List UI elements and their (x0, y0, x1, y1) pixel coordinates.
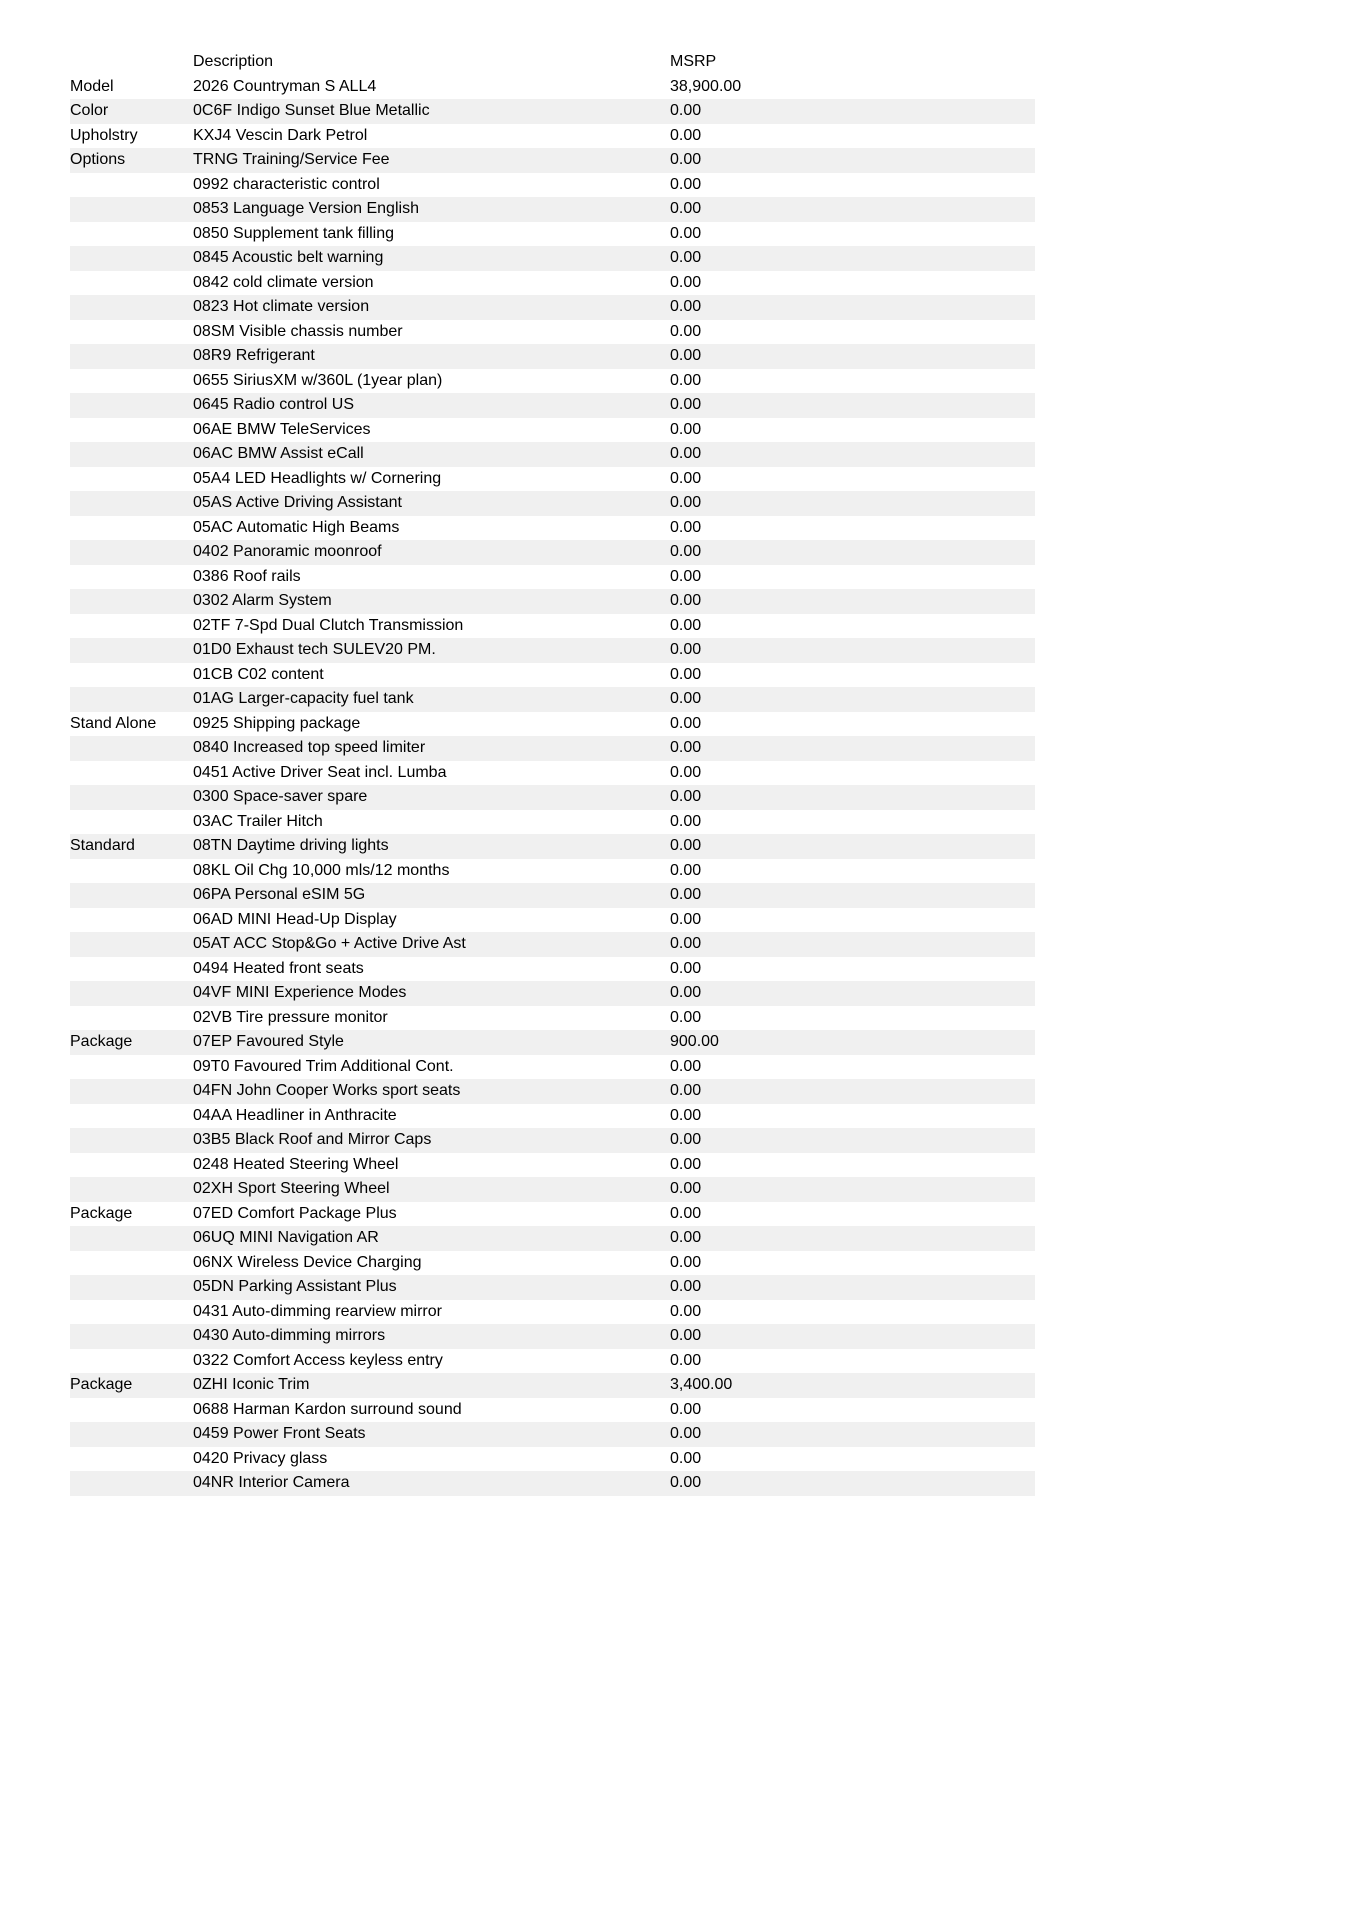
table-row (70, 1104, 1035, 1129)
cell-category (70, 222, 193, 247)
cell-filler (795, 295, 1035, 320)
table-row (70, 638, 1035, 663)
cell-msrp: 0.00 (670, 567, 702, 585)
table-row (70, 1055, 1035, 1080)
table-row (70, 418, 1035, 443)
cell-msrp: 0.00 (670, 788, 702, 805)
cell-msrp: 0.00 (670, 1155, 702, 1173)
cell-msrp: 0.00 (670, 665, 702, 683)
cell-description: 01AG Larger-capacity fuel tank (193, 690, 414, 707)
cell-msrp: 0.00 (670, 347, 702, 364)
table-row (70, 663, 1035, 688)
cell-description: 0853 Language Version English (193, 200, 419, 217)
table-row (70, 516, 1035, 541)
cell-msrp: 0.00 (670, 371, 702, 389)
cell-msrp: 0.00 (670, 518, 702, 536)
table-body (70, 75, 1035, 1496)
table-row (70, 1275, 1035, 1300)
cell-category (70, 1226, 193, 1251)
cell-msrp: 0.00 (670, 837, 702, 854)
cell-filler (795, 148, 1035, 173)
table-row (70, 1349, 1035, 1374)
cell-description: 0451 Active Driver Seat incl. Lumba (193, 763, 447, 781)
cell-filler (795, 75, 1035, 100)
cell-category (70, 1055, 193, 1080)
cell-msrp: 0.00 (670, 469, 702, 487)
cell-description: 0925 Shipping package (193, 714, 361, 732)
table-row (70, 467, 1035, 492)
table-row (70, 1128, 1035, 1153)
cell-category (70, 173, 193, 198)
cell-filler (795, 1055, 1035, 1080)
table-row (70, 295, 1035, 320)
cell-filler (795, 761, 1035, 786)
cell-category (70, 344, 193, 369)
table-row (70, 1006, 1035, 1031)
cell-category (70, 1471, 193, 1496)
cell-category: Standard (70, 837, 135, 854)
cell-msrp: 0.00 (670, 322, 702, 340)
cell-description: 02XH Sport Steering Wheel (193, 1180, 390, 1197)
cell-msrp: 0.00 (670, 273, 702, 291)
cell-category (70, 859, 193, 884)
cell-description: 0688 Harman Kardon surround sound (193, 1400, 462, 1418)
cell-category (70, 736, 193, 761)
cell-category (70, 589, 193, 614)
table-row (70, 565, 1035, 590)
cell-msrp: 0.00 (670, 298, 702, 315)
cell-category (70, 981, 193, 1006)
cell-msrp: 0.00 (670, 1057, 702, 1075)
cell-msrp: 0.00 (670, 592, 702, 609)
cell-filler (795, 99, 1035, 124)
table-row (70, 589, 1035, 614)
cell-msrp: 0.00 (670, 1278, 702, 1295)
cell-filler (795, 957, 1035, 982)
cell-description: 09T0 Favoured Trim Additional Cont. (193, 1057, 454, 1075)
cell-msrp: 0.00 (670, 1204, 702, 1222)
table-row (70, 785, 1035, 810)
cell-filler (795, 197, 1035, 222)
cell-description: 0992 characteristic control (193, 175, 380, 193)
cell-category (70, 491, 193, 516)
cell-description: 0402 Panoramic moonroof (193, 543, 382, 560)
cell-description: 02VB Tire pressure monitor (193, 1008, 388, 1026)
cell-category (70, 1006, 193, 1031)
cell-category (70, 369, 193, 394)
cell-filler (795, 271, 1035, 296)
cell-filler (795, 1202, 1035, 1227)
cell-filler (795, 369, 1035, 394)
cell-category (70, 295, 193, 320)
table-header-row (70, 50, 1035, 75)
cell-msrp: 900.00 (670, 1033, 719, 1050)
cell-category (70, 1300, 193, 1325)
cell-filler (795, 1300, 1035, 1325)
cell-category (70, 1128, 193, 1153)
cell-category (70, 320, 193, 345)
table-row (70, 540, 1035, 565)
table-row (70, 99, 1035, 124)
table-row (70, 75, 1035, 100)
cell-description: 0823 Hot climate version (193, 298, 370, 315)
cell-msrp: 0.00 (670, 445, 702, 462)
cell-filler (795, 246, 1035, 271)
cell-category (70, 1251, 193, 1276)
header-filler (795, 50, 1035, 75)
table-row (70, 1300, 1035, 1325)
cell-description: 03AC Trailer Hitch (193, 812, 323, 830)
cell-filler (795, 393, 1035, 418)
cell-msrp: 0.00 (670, 224, 702, 242)
cell-description: 06AC BMW Assist eCall (193, 445, 364, 462)
cell-description: 08TN Daytime driving lights (193, 837, 389, 854)
cell-category (70, 467, 193, 492)
cell-filler (795, 908, 1035, 933)
cell-description: 0302 Alarm System (193, 592, 332, 609)
table-row (70, 344, 1035, 369)
cell-filler (795, 883, 1035, 908)
cell-category (70, 271, 193, 296)
cell-description: 0842 cold climate version (193, 273, 374, 291)
cell-category (70, 785, 193, 810)
cell-filler (795, 1153, 1035, 1178)
cell-filler (795, 222, 1035, 247)
cell-category (70, 1447, 193, 1472)
cell-description: TRNG Training/Service Fee (193, 151, 390, 168)
cell-filler (795, 712, 1035, 737)
cell-msrp: 0.00 (670, 1400, 702, 1418)
cell-filler (795, 1349, 1035, 1374)
cell-category: Stand Alone (70, 714, 157, 732)
cell-description: 08R9 Refrigerant (193, 347, 315, 364)
table-row (70, 761, 1035, 786)
cell-description: 0845 Acoustic belt warning (193, 249, 384, 266)
cell-msrp: 0.00 (670, 1327, 702, 1344)
table-row (70, 1471, 1035, 1496)
cell-filler (795, 1422, 1035, 1447)
header-msrp: MSRP (670, 53, 717, 70)
cell-filler (795, 1079, 1035, 1104)
cell-description: 08SM Visible chassis number (193, 322, 403, 340)
cell-category (70, 393, 193, 418)
table-row (70, 932, 1035, 957)
cell-filler (795, 1398, 1035, 1423)
cell-category: Package (70, 1376, 133, 1393)
cell-description: 0494 Heated front seats (193, 959, 364, 977)
cell-filler (795, 1324, 1035, 1349)
table-row (70, 1447, 1035, 1472)
cell-category (70, 418, 193, 443)
cell-category (70, 516, 193, 541)
table-row (70, 859, 1035, 884)
table-row (70, 1202, 1035, 1227)
cell-category (70, 1153, 193, 1178)
cell-filler (795, 1275, 1035, 1300)
cell-filler (795, 859, 1035, 884)
cell-filler (795, 1251, 1035, 1276)
cell-category: Color (70, 102, 109, 119)
cell-filler (795, 540, 1035, 565)
cell-msrp: 38,900.00 (670, 77, 742, 95)
cell-msrp: 0.00 (670, 1302, 702, 1320)
cell-category (70, 1079, 193, 1104)
cell-filler (795, 614, 1035, 639)
cell-msrp: 0.00 (670, 396, 702, 413)
table-row (70, 736, 1035, 761)
table-row (70, 1251, 1035, 1276)
cell-msrp: 0.00 (670, 175, 702, 193)
cell-description: 0430 Auto-dimming mirrors (193, 1327, 386, 1344)
cell-category (70, 1275, 193, 1300)
table-row (70, 1079, 1035, 1104)
header-category (70, 50, 193, 75)
cell-msrp: 0.00 (670, 1082, 702, 1099)
cell-description: 08KL Oil Chg 10,000 mls/12 months (193, 861, 450, 879)
cell-category: Model (70, 77, 114, 95)
cell-category: Upholstry (70, 126, 138, 144)
cell-description: 05AS Active Driving Assistant (193, 494, 402, 511)
cell-category (70, 1398, 193, 1423)
cell-description: 0ZHI Iconic Trim (193, 1376, 310, 1393)
cell-msrp: 0.00 (670, 1106, 702, 1124)
table-row (70, 712, 1035, 737)
cell-description: KXJ4 Vescin Dark Petrol (193, 126, 368, 144)
cell-category (70, 908, 193, 933)
cell-msrp: 0.00 (670, 1425, 702, 1442)
cell-description: 0248 Heated Steering Wheel (193, 1155, 399, 1173)
table-row (70, 1324, 1035, 1349)
cell-msrp: 0.00 (670, 763, 702, 781)
cell-description: 04FN John Cooper Works sport seats (193, 1082, 461, 1099)
table-row (70, 320, 1035, 345)
cell-filler (795, 785, 1035, 810)
cell-category (70, 246, 193, 271)
cell-msrp: 0.00 (670, 126, 702, 144)
cell-filler (795, 589, 1035, 614)
table-row (70, 222, 1035, 247)
cell-msrp: 0.00 (670, 1474, 702, 1491)
cell-description: 05A4 LED Headlights w/ Cornering (193, 469, 442, 487)
cell-description: 05AC Automatic High Beams (193, 518, 400, 536)
table-row (70, 981, 1035, 1006)
cell-description: 05AT ACC Stop&Go + Active Drive Ast (193, 935, 466, 952)
table-row (70, 1030, 1035, 1055)
cell-category: Options (70, 151, 126, 168)
table-row (70, 173, 1035, 198)
cell-filler (795, 1128, 1035, 1153)
cell-msrp: 0.00 (670, 886, 702, 903)
cell-filler (795, 687, 1035, 712)
cell-category (70, 540, 193, 565)
cell-filler (795, 1006, 1035, 1031)
table-row (70, 271, 1035, 296)
cell-description: 0850 Supplement tank filling (193, 224, 395, 242)
cell-msrp: 0.00 (670, 1229, 702, 1246)
cell-filler (795, 442, 1035, 467)
table-row (70, 834, 1035, 859)
cell-category (70, 687, 193, 712)
table-row (70, 908, 1035, 933)
cell-msrp: 0.00 (670, 102, 702, 119)
cell-filler (795, 834, 1035, 859)
cell-category (70, 1349, 193, 1374)
table-row (70, 369, 1035, 394)
cell-category: Package (70, 1204, 133, 1222)
table-row (70, 1398, 1035, 1423)
cell-category (70, 1422, 193, 1447)
cell-filler (795, 344, 1035, 369)
cell-msrp: 0.00 (670, 1253, 702, 1271)
cell-filler (795, 418, 1035, 443)
cell-description: 0420 Privacy glass (193, 1449, 328, 1467)
cell-msrp: 0.00 (670, 641, 702, 658)
cell-description: 01D0 Exhaust tech SULEV20 PM. (193, 641, 436, 658)
cell-description: 05DN Parking Assistant Plus (193, 1278, 397, 1295)
cell-category (70, 761, 193, 786)
cell-filler (795, 810, 1035, 835)
cell-filler (795, 638, 1035, 663)
cell-description: 04NR Interior Camera (193, 1474, 350, 1491)
cell-category (70, 932, 193, 957)
cell-category (70, 614, 193, 639)
cell-msrp: 0.00 (670, 616, 702, 634)
header-description: Description (193, 53, 274, 70)
cell-description: 06AE BMW TeleServices (193, 420, 371, 438)
cell-category (70, 810, 193, 835)
cell-description: 07EP Favoured Style (193, 1033, 344, 1050)
table-row (70, 1153, 1035, 1178)
table-head (70, 50, 1035, 75)
cell-filler (795, 1177, 1035, 1202)
cell-filler (795, 516, 1035, 541)
table-row (70, 810, 1035, 835)
table-row (70, 124, 1035, 149)
cell-filler (795, 932, 1035, 957)
table-row (70, 148, 1035, 173)
cell-category (70, 663, 193, 688)
cell-filler (795, 124, 1035, 149)
cell-msrp: 0.00 (670, 200, 702, 217)
cell-description: 2026 Countryman S ALL4 (193, 77, 377, 95)
cell-filler (795, 173, 1035, 198)
cell-category (70, 442, 193, 467)
cell-description: 04AA Headliner in Anthracite (193, 1106, 397, 1124)
cell-description: 0655 SiriusXM w/360L (1year plan) (193, 371, 443, 389)
table-row (70, 883, 1035, 908)
cell-filler (795, 467, 1035, 492)
cell-msrp: 3,400.00 (670, 1376, 733, 1393)
cell-description: 0645 Radio control US (193, 396, 354, 413)
table-row (70, 1422, 1035, 1447)
table-row (70, 197, 1035, 222)
cell-msrp: 0.00 (670, 249, 702, 266)
cell-msrp: 0.00 (670, 714, 702, 732)
cell-description: 04VF MINI Experience Modes (193, 984, 407, 1001)
cell-filler (795, 1226, 1035, 1251)
cell-description: 0322 Comfort Access keyless entry (193, 1351, 443, 1369)
cell-description: 0459 Power Front Seats (193, 1425, 366, 1442)
table-row (70, 1177, 1035, 1202)
cell-description: 06AD MINI Head-Up Display (193, 910, 397, 928)
cell-category: Package (70, 1033, 133, 1050)
cell-filler (795, 320, 1035, 345)
table-row (70, 614, 1035, 639)
cell-msrp: 0.00 (670, 861, 702, 879)
vehicle-options-table (70, 50, 1035, 1496)
cell-description: 03B5 Black Roof and Mirror Caps (193, 1131, 432, 1148)
cell-msrp: 0.00 (670, 935, 702, 952)
cell-description: 0431 Auto-dimming rearview mirror (193, 1302, 442, 1320)
cell-description: 02TF 7-Spd Dual Clutch Transmission (193, 616, 464, 634)
table-row (70, 393, 1035, 418)
cell-category (70, 197, 193, 222)
table-row (70, 957, 1035, 982)
cell-msrp: 0.00 (670, 1449, 702, 1467)
cell-description: 01CB C02 content (193, 665, 324, 683)
cell-msrp: 0.00 (670, 690, 702, 707)
cell-description: 06NX Wireless Device Charging (193, 1253, 422, 1271)
cell-description: 0840 Increased top speed limiter (193, 739, 426, 756)
cell-msrp: 0.00 (670, 739, 702, 756)
cell-filler (795, 565, 1035, 590)
cell-msrp: 0.00 (670, 984, 702, 1001)
cell-category (70, 638, 193, 663)
cell-msrp: 0.00 (670, 543, 702, 560)
cell-msrp: 0.00 (670, 1008, 702, 1026)
cell-description: 06PA Personal eSIM 5G (193, 886, 366, 903)
cell-msrp: 0.00 (670, 1351, 702, 1369)
cell-category (70, 1324, 193, 1349)
cell-filler (795, 663, 1035, 688)
cell-filler (795, 1030, 1035, 1055)
cell-description: 06UQ MINI Navigation AR (193, 1229, 379, 1246)
cell-filler (795, 736, 1035, 761)
cell-msrp: 0.00 (670, 151, 702, 168)
table-row (70, 246, 1035, 271)
table-row (70, 491, 1035, 516)
cell-filler (795, 1471, 1035, 1496)
cell-filler (795, 1447, 1035, 1472)
cell-msrp: 0.00 (670, 494, 702, 511)
cell-description: 0C6F Indigo Sunset Blue Metallic (193, 102, 430, 119)
cell-description: 0386 Roof rails (193, 567, 301, 585)
table-row (70, 442, 1035, 467)
cell-category (70, 1104, 193, 1129)
table-row (70, 1226, 1035, 1251)
cell-filler (795, 1373, 1035, 1398)
cell-msrp: 0.00 (670, 959, 702, 977)
cell-filler (795, 981, 1035, 1006)
cell-msrp: 0.00 (670, 420, 702, 438)
cell-category (70, 565, 193, 590)
cell-msrp: 0.00 (670, 910, 702, 928)
cell-description: 0300 Space-saver spare (193, 788, 368, 805)
cell-msrp: 0.00 (670, 1180, 702, 1197)
table-row (70, 1373, 1035, 1398)
table-row (70, 687, 1035, 712)
cell-msrp: 0.00 (670, 812, 702, 830)
cell-filler (795, 491, 1035, 516)
cell-msrp: 0.00 (670, 1131, 702, 1148)
cell-description: 07ED Comfort Package Plus (193, 1204, 397, 1222)
cell-filler (795, 1104, 1035, 1129)
cell-category (70, 1177, 193, 1202)
cell-category (70, 883, 193, 908)
cell-category (70, 957, 193, 982)
